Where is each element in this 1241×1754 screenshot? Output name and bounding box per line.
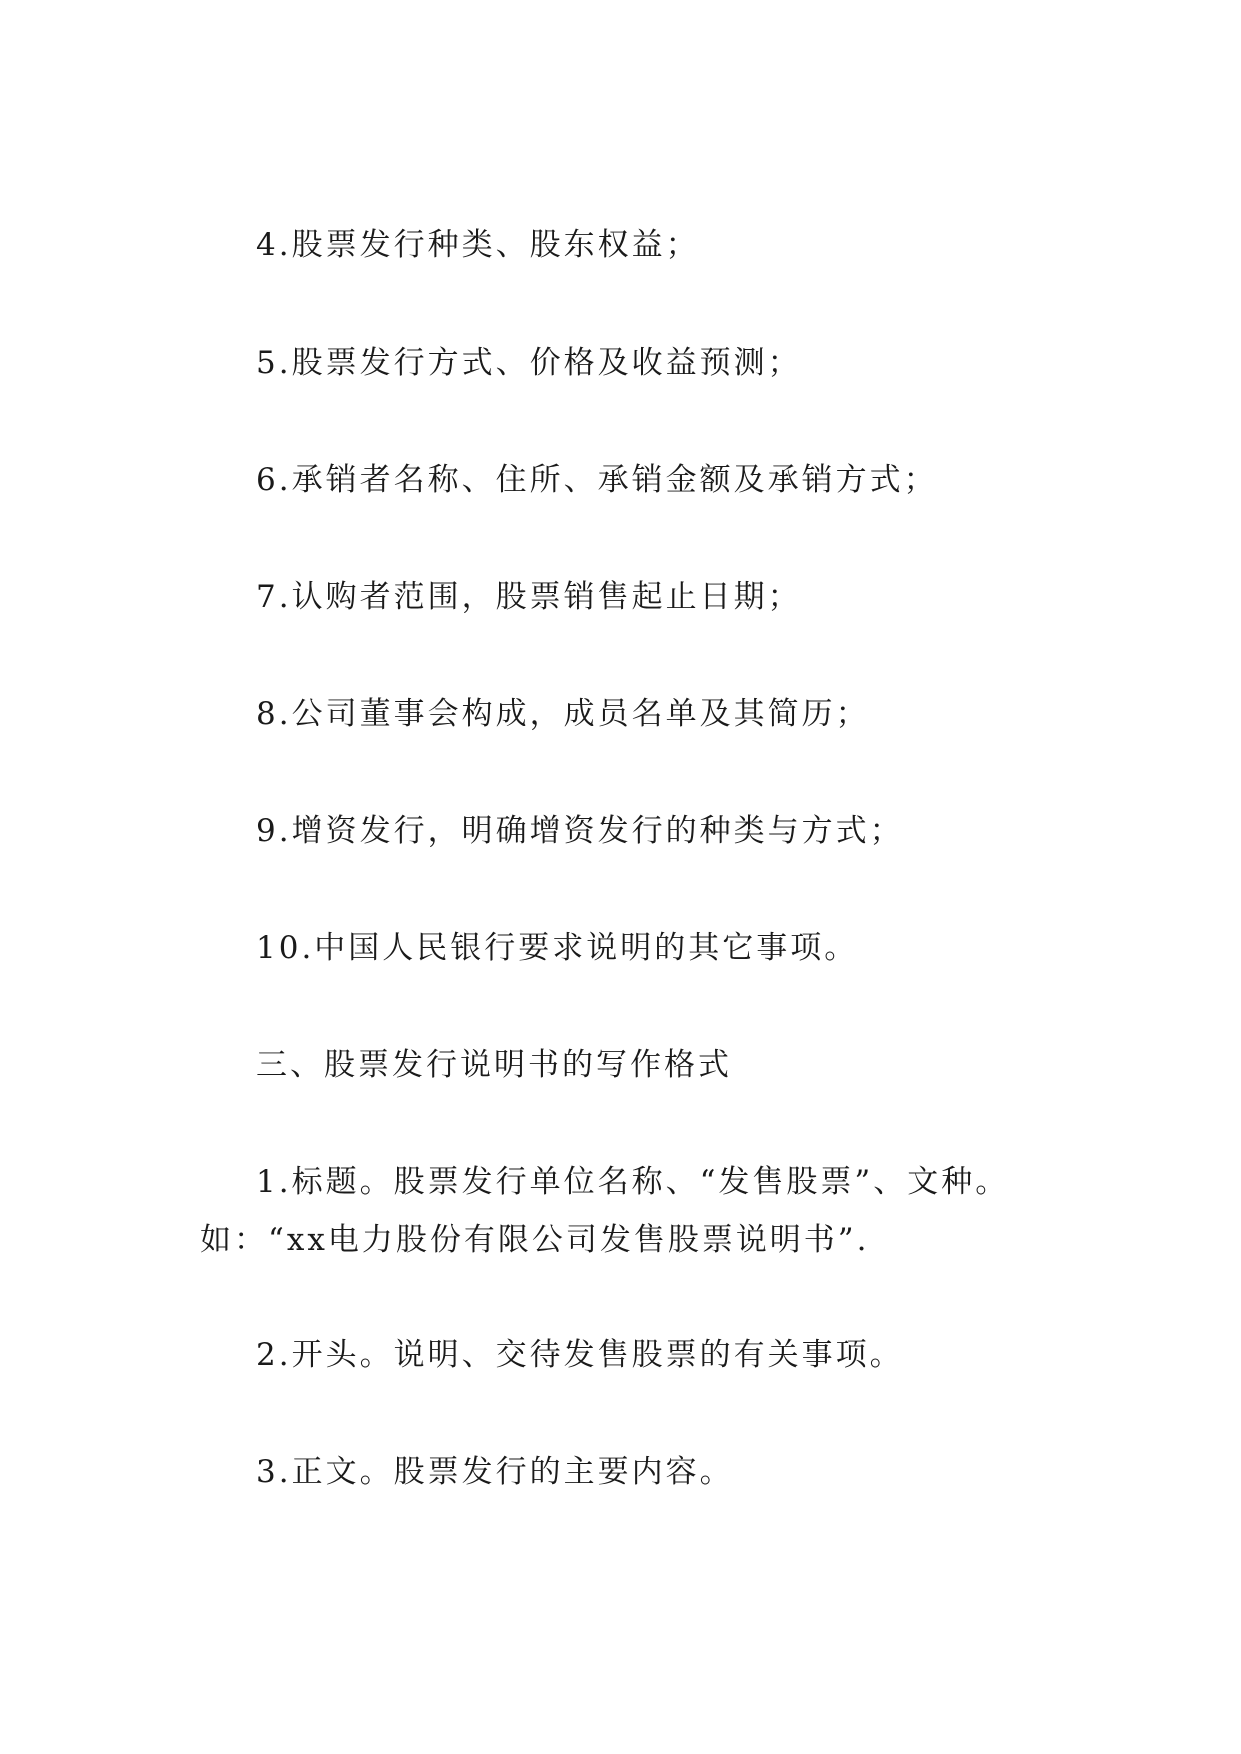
paragraph-item-4 [200, 216, 1060, 274]
paragraph-item-6 [200, 451, 1060, 509]
paragraph-item-10 [200, 919, 1060, 977]
paragraph-title-format [200, 1153, 1060, 1269]
paragraph-text: 7.认购者范围，股票销售起止日期； [256, 579, 802, 615]
paragraph-item-7 [200, 568, 1060, 626]
paragraph-text: 3.正文。股票发行的主要内容。 [256, 1454, 734, 1490]
paragraph-text: 9.增资发行，明确增资发行的种类与方式； [256, 813, 904, 849]
paragraph-text: 8.公司董事会构成，成员名单及其简历； [256, 696, 870, 732]
paragraph-text: 5.股票发行方式、价格及收益预测； [256, 345, 802, 381]
paragraph-text: 1.标题。股票发行单位名称、“发售股票”、文种。如：“xx电力股份有限公司发售股票说明书”. [200, 1164, 1010, 1258]
paragraph-text: 6.承销者名称、住所、承销金额及承销方式； [256, 462, 938, 498]
section-heading-text: 三、股票发行说明书的写作格式 [256, 1047, 732, 1083]
paragraph-item-5 [200, 334, 1060, 392]
paragraph-item-8 [200, 685, 1060, 743]
paragraph-text: 10.中国人民银行要求说明的其它事项。 [256, 930, 859, 966]
paragraph-opening-format [200, 1326, 1060, 1384]
paragraph-text: 2.开头。说明、交待发售股票的有关事项。 [256, 1337, 904, 1373]
paragraph-body-format [200, 1443, 1060, 1501]
section-heading [200, 1036, 1060, 1094]
paragraph-text: 4.股票发行种类、股东权益； [256, 227, 700, 263]
paragraph-item-9 [200, 802, 1060, 860]
